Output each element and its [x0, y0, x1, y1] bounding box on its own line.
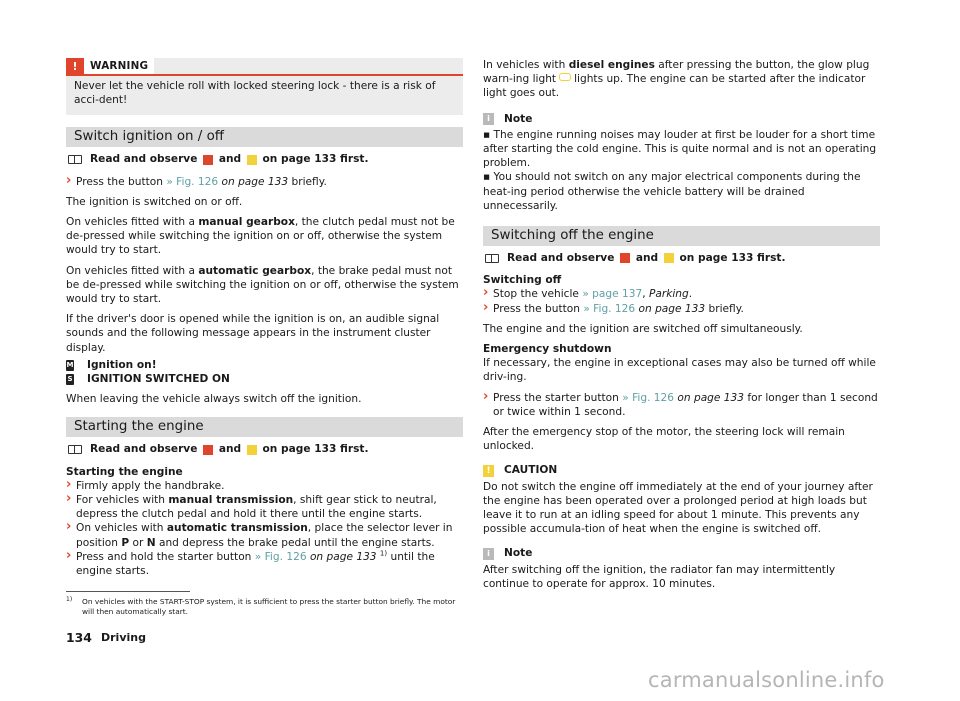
warning-text: Never let the vehicle roll with locked steering lock - there is a risk of acci-dent!: [74, 80, 436, 107]
step-press-button: › Press the button » Fig. 126 on page 133 briefly.: [483, 302, 880, 316]
note-item: ▪ The engine running noises may louder at first be louder for a short time after starting the cold engine. This is quite normal and is not an operating problem.: [483, 128, 877, 170]
display-message-row: S IGNITION SWITCHED ON: [67, 373, 230, 386]
footnote-ref: 1): [379, 549, 388, 558]
right-column: [483, 58, 880, 591]
caution-square-icon: [247, 155, 257, 165]
warning-icon: !: [66, 58, 84, 74]
footnote: 1) On vehicles with the START-STOP system, it is sufficient to press the starter button briefly. The motor will then automatically start.: [66, 596, 456, 616]
paragraph: If necessary, the engine in exceptional cases may also be turned off while driv-ing.: [483, 357, 876, 384]
paragraph: After the emergency stop of the motor, the steering lock will remain unlocked.: [483, 426, 845, 453]
read-observe-switchoff: Read and observe and on page 133 first.: [483, 251, 880, 265]
step-starter: › Press and hold the starter button » Fig. 126 on page 133 $^{1)}$ until the engine starts.: [66, 550, 463, 578]
book-icon: [485, 254, 499, 263]
warning-box: [66, 58, 463, 115]
paragraph: If the driver's door is opened while the ignition is on, an audible signal sounds and the following message appears in the instrument cluster display.: [66, 313, 440, 354]
warning-header: [66, 58, 463, 76]
warning-square-icon: [203, 445, 213, 455]
paragraph: On vehicles fitted with a manual gearbox, the clutch pedal must not be de-pressed while switching the ignition on or off, otherwise the system would try to start.: [66, 216, 455, 257]
section-heading-starting: Starting the engine: [66, 417, 463, 437]
page-link[interactable]: » page 137: [582, 288, 643, 301]
warning-title: WARNING: [84, 58, 154, 74]
caution-text: Do not switch the engine off immediately at the end of your journey after the engine has been operated over a prolonged period at high loads but leave it to run at an idling speed for about 1 minute. This prevents any possible accumula-tion of heat when the engine is switched off.: [483, 480, 873, 536]
step-manual: › For vehicles with manual transmission, shift gear stick to neutral, depress the clutch pedal and hold it there until the engine starts.: [66, 493, 463, 521]
info-icon: i: [483, 548, 494, 560]
left-column: [66, 58, 463, 578]
display-m-icon: M: [66, 360, 74, 369]
step-automatic: › On vehicles with automatic transmission, place the selector lever in position P or N and depress the brake pedal until the engine starts.: [66, 521, 463, 549]
page-number: 134: [66, 630, 92, 645]
caution-square-icon: [664, 253, 674, 263]
read-observe-ignition: Read and observe and on page 133 first.: [66, 152, 463, 166]
step-handbrake: › Firmly apply the handbrake.: [66, 479, 463, 493]
paragraph-diesel: In vehicles with diesel engines after pressing the button, the glow plug warn-ing light lights up. The engine can be started after the indicator light goes out.: [483, 59, 870, 100]
note-text: After switching off the ignition, the radiator fan may intermittently continue to operate for approx. 10 minutes.: [483, 563, 836, 590]
step-stop-vehicle: › Stop the vehicle » page 137, Parking.: [483, 287, 880, 301]
display-s-icon: S: [67, 375, 73, 384]
chapter-title: Driving: [101, 631, 146, 644]
step-emergency: › Press the starter button » Fig. 126 on page 133 for longer than 1 second or twice within 1 second.: [483, 391, 880, 419]
caution-square-icon: [247, 445, 257, 455]
note-item: ▪ You should not switch on any major electrical components during the heat-ing period otherwise the vehicle battery will be drained unnecessarily.: [483, 171, 861, 212]
warning-square-icon: [620, 253, 630, 263]
figure-link[interactable]: » Fig. 126: [254, 550, 307, 563]
paragraph: The engine and the ignition are switched off simultaneously.: [483, 322, 803, 335]
caution-icon: !: [483, 465, 494, 477]
glow-plug-icon: [559, 73, 571, 81]
paragraph: On vehicles fitted with a automatic gearbox, the brake pedal must not be de-pressed while switching the ignition on or off, otherwise the system would try to start.: [66, 264, 459, 306]
paragraph: When leaving the vehicle always switch off the ignition.: [66, 393, 362, 406]
subheading-starting: Starting the engine: [66, 465, 183, 478]
watermark: carmanualsonline.info: [648, 668, 885, 692]
note-header: i Note: [483, 546, 880, 560]
footnote-rule: [66, 591, 190, 592]
figure-link[interactable]: » Fig. 126: [166, 175, 219, 188]
figure-link[interactable]: » Fig. 126: [583, 302, 636, 315]
note-header: i Note: [483, 112, 880, 126]
step-press-button: › Press the button » Fig. 126 on page 133 briefly.: [66, 175, 463, 189]
book-icon: [68, 155, 82, 164]
section-heading-ignition: Switch ignition on / off: [66, 127, 463, 147]
caution-header: ! CAUTION: [483, 463, 880, 477]
display-message-row: M Ignition on!: [66, 358, 157, 371]
info-icon: i: [483, 113, 494, 125]
read-observe-starting: Read and observe and on page 133 first.: [66, 442, 463, 456]
figure-link[interactable]: » Fig. 126: [622, 391, 675, 404]
section-heading-switchoff: Switching off the engine: [483, 226, 880, 246]
paragraph: The ignition is switched on or off.: [66, 195, 243, 208]
subheading-emergency: Emergency shutdown: [483, 343, 612, 356]
subheading-switchoff: Switching off: [483, 274, 562, 287]
book-icon: [68, 445, 82, 454]
warning-square-icon: [203, 155, 213, 165]
